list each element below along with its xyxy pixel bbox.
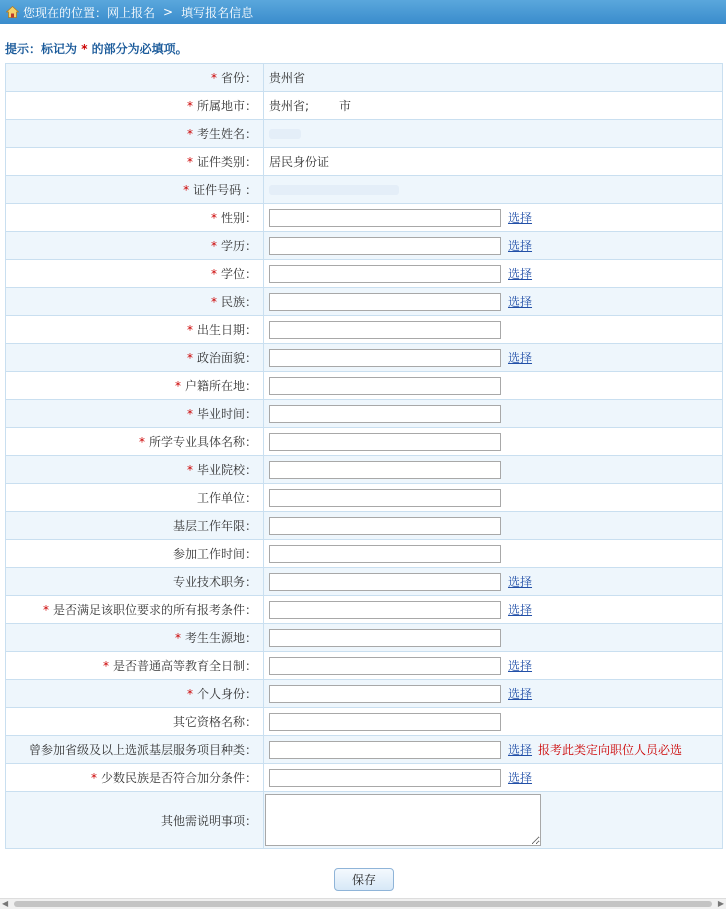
row-grad-time: [6, 400, 723, 428]
employer-input[interactable]: [269, 489, 501, 507]
degree-input[interactable]: [269, 265, 501, 283]
label-household: 户籍所在地：: [184, 379, 257, 393]
degree-pick-link[interactable]: 选择: [508, 267, 533, 281]
horizontal-scrollbar[interactable]: [0, 898, 726, 909]
label-employer: 工作单位：: [196, 491, 257, 505]
label-name: 考生姓名：: [196, 127, 257, 141]
project-hint: 报考此类定向职位人员必选: [538, 743, 683, 757]
scroll-right-icon[interactable]: ▶: [717, 899, 724, 908]
required-mark: *: [186, 323, 193, 337]
breadcrumb-current: 填写报名信息: [181, 5, 254, 20]
tip-star: *: [81, 42, 88, 56]
row-title: [6, 568, 723, 596]
required-tip: [0, 24, 726, 60]
row-household: [6, 372, 723, 400]
redacted-city: [309, 102, 339, 112]
label-project: 曾参加省级及以上选派基层服务项目种类：: [28, 743, 257, 757]
label-major: 所学专业具体名称：: [148, 435, 257, 449]
required-mark: *: [210, 71, 217, 85]
required-mark: *: [42, 603, 49, 617]
project-pick-link[interactable]: 选择: [508, 743, 533, 757]
label-fulltime: 是否普通高等教育全日制：: [112, 659, 257, 673]
button-row: [0, 868, 726, 891]
required-mark: *: [210, 267, 217, 281]
label-grad-time: 毕业时间：: [196, 407, 257, 421]
source-input[interactable]: [269, 629, 501, 647]
value-city-suffix: 市: [339, 99, 352, 113]
required-mark: *: [138, 435, 145, 449]
label-work-start: 参加工作时间：: [172, 547, 257, 561]
row-notes: [6, 792, 723, 849]
label-identity: 个人身份：: [196, 687, 257, 701]
tip-text-after: 的部分为必填项。: [91, 42, 188, 56]
row-meets-req: [6, 596, 723, 624]
label-gender: 性别：: [220, 211, 257, 225]
required-mark: *: [183, 183, 190, 197]
required-mark: *: [210, 239, 217, 253]
scrollbar-thumb[interactable]: [14, 901, 712, 907]
label-title: 专业技术职务：: [172, 575, 257, 589]
row-province: [6, 64, 723, 92]
required-mark: *: [186, 687, 193, 701]
save-button[interactable]: 保存: [334, 868, 394, 891]
required-mark: *: [186, 155, 193, 169]
gender-pick-link[interactable]: 选择: [508, 211, 533, 225]
breadcrumb-bar: [0, 0, 726, 24]
required-mark: *: [210, 211, 217, 225]
grad-time-input[interactable]: [269, 405, 501, 423]
row-political: [6, 344, 723, 372]
label-degree: 学位：: [220, 267, 257, 281]
identity-input[interactable]: [269, 685, 501, 703]
row-education: [6, 232, 723, 260]
education-pick-link[interactable]: 选择: [508, 239, 533, 253]
label-ethnicity: 民族：: [220, 295, 257, 309]
notes-textarea[interactable]: [265, 794, 541, 846]
label-minority-bonus: 少数民族是否符合加分条件：: [100, 771, 257, 785]
title-input[interactable]: [269, 573, 501, 591]
row-school: [6, 456, 723, 484]
required-mark: *: [186, 99, 193, 113]
major-input[interactable]: [269, 433, 501, 451]
label-other-qual: 其它资格名称：: [172, 715, 257, 729]
row-id-type: [6, 148, 723, 176]
work-start-input[interactable]: [269, 545, 501, 563]
row-name: [6, 120, 723, 148]
identity-pick-link[interactable]: 选择: [508, 687, 533, 701]
row-birth-date: [6, 316, 723, 344]
grassroots-years-input[interactable]: [269, 517, 501, 535]
breadcrumb-separator: >: [163, 5, 174, 19]
label-education: 学历：: [220, 239, 257, 253]
meets-req-input[interactable]: [269, 601, 501, 619]
label-notes: 其他需说明事项：: [160, 813, 257, 828]
gender-input[interactable]: [269, 209, 501, 227]
birth-date-input[interactable]: [269, 321, 501, 339]
label-id-type: 证件类别：: [196, 155, 257, 169]
required-mark: *: [102, 659, 109, 673]
value-province: 贵州省: [269, 71, 306, 85]
row-source: [6, 624, 723, 652]
row-minority-bonus: [6, 764, 723, 792]
school-input[interactable]: [269, 461, 501, 479]
required-mark: *: [174, 379, 181, 393]
project-input[interactable]: [269, 741, 501, 759]
value-city-prefix: 贵州省;: [269, 99, 310, 113]
label-province: 省份：: [220, 71, 257, 85]
political-pick-link[interactable]: 选择: [508, 351, 533, 365]
label-city: 所属地市：: [196, 99, 257, 113]
required-mark: *: [210, 295, 217, 309]
title-pick-link[interactable]: 选择: [508, 575, 533, 589]
label-grassroots-years: 基层工作年限：: [172, 519, 257, 533]
fulltime-input[interactable]: [269, 657, 501, 675]
label-school: 毕业院校：: [196, 463, 257, 477]
row-ethnicity: [6, 288, 723, 316]
ethnicity-pick-link[interactable]: 选择: [508, 295, 533, 309]
row-other-qual: [6, 708, 723, 736]
row-major: [6, 428, 723, 456]
row-grassroots-years: [6, 512, 723, 540]
row-employer: [6, 484, 723, 512]
fulltime-pick-link[interactable]: 选择: [508, 659, 533, 673]
row-fulltime: [6, 652, 723, 680]
education-input[interactable]: [269, 237, 501, 255]
label-meets-req: 是否满足该职位要求的所有报考条件：: [52, 603, 257, 617]
redacted-name: [269, 129, 301, 139]
minority-bonus-pick-link[interactable]: 选择: [508, 771, 533, 785]
required-mark: *: [174, 631, 181, 645]
minority-bonus-input[interactable]: [269, 769, 501, 787]
meets-req-pick-link[interactable]: 选择: [508, 603, 533, 617]
political-input[interactable]: [269, 349, 501, 367]
home-icon: [6, 6, 19, 18]
required-mark: *: [90, 771, 97, 785]
row-project: [6, 736, 723, 764]
required-mark: *: [186, 463, 193, 477]
breadcrumb-prefix: 您现在的位置：网上报名: [23, 5, 156, 20]
other-qual-input[interactable]: [269, 713, 501, 731]
scroll-left-icon[interactable]: ◀: [2, 899, 9, 908]
label-id-number: 证件号码 ：: [193, 183, 257, 197]
ethnicity-input[interactable]: [269, 293, 501, 311]
required-mark: *: [186, 127, 193, 141]
row-degree: [6, 260, 723, 288]
row-city: [6, 92, 723, 120]
redacted-id-number: [269, 185, 399, 195]
row-gender: [6, 204, 723, 232]
value-id-type: 居民身份证: [269, 155, 330, 169]
registration-form: [5, 63, 723, 849]
household-input[interactable]: [269, 377, 501, 395]
tip-text-before: 提示：标记为: [5, 42, 78, 56]
row-work-start: [6, 540, 723, 568]
row-id-number: [6, 176, 723, 204]
label-birth-date: 出生日期：: [196, 323, 257, 337]
label-political: 政治面貌：: [196, 351, 257, 365]
required-mark: *: [186, 351, 193, 365]
required-mark: *: [186, 407, 193, 421]
row-identity: [6, 680, 723, 708]
label-source: 考生生源地：: [184, 631, 257, 645]
